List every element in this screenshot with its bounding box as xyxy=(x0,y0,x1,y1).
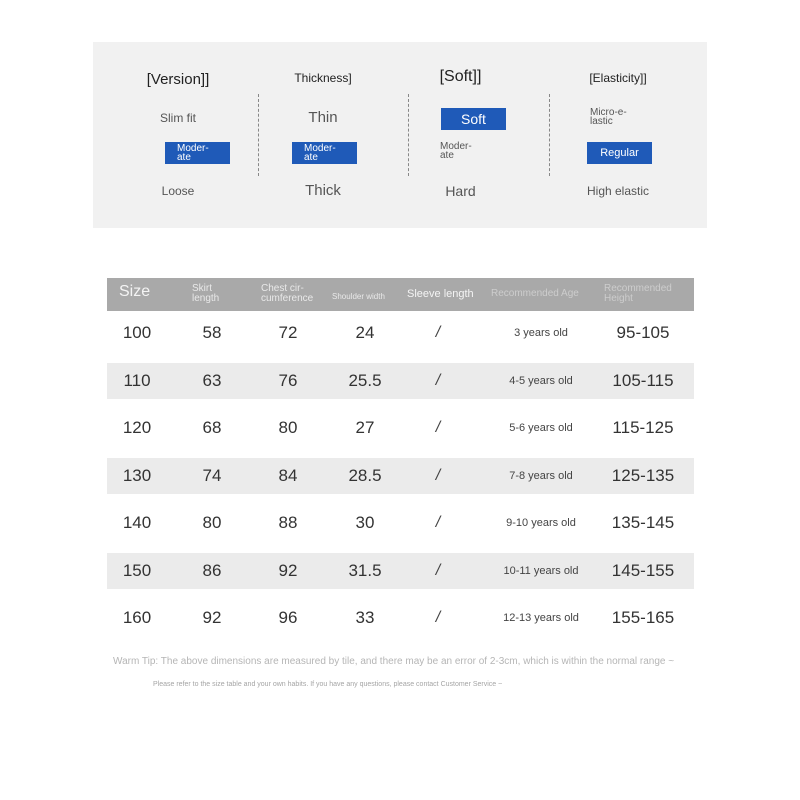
table-row xyxy=(107,458,694,494)
table-cell: 110 xyxy=(123,370,151,390)
table-row xyxy=(107,553,694,589)
table-header-line: Size xyxy=(119,283,151,300)
attribute-option[interactable] xyxy=(263,110,383,126)
table-row xyxy=(107,410,694,446)
table-row xyxy=(107,315,694,351)
table-cell: 92 xyxy=(278,560,298,580)
attribute-option-line: Slim fit xyxy=(160,111,196,125)
table-cell: 33 xyxy=(355,608,375,627)
table-cell: / xyxy=(435,324,441,341)
table-cell: / xyxy=(435,466,441,484)
attribute-option-selected[interactable] xyxy=(292,142,357,164)
table-cell: 5-6 years old xyxy=(509,422,573,434)
table-cell: 84 xyxy=(278,465,298,485)
attribute-option-selected[interactable] xyxy=(441,108,506,130)
attribute-header: Thickness] xyxy=(294,71,352,85)
attribute-option-line: ate xyxy=(177,152,191,163)
table-cell: 100 xyxy=(122,323,152,342)
table-cell: 74 xyxy=(202,465,222,485)
table-header-line: Skirt xyxy=(192,283,212,294)
table-cell: 125-135 xyxy=(611,465,675,485)
table-cell: 10-11 years old xyxy=(503,564,579,577)
table-cell: 160 xyxy=(122,608,152,627)
table-header-line: Shoulder width xyxy=(332,292,385,301)
attribute-column xyxy=(403,42,518,228)
attribute-option-line: Thin xyxy=(308,109,338,126)
table-cell: 76 xyxy=(278,370,298,390)
table-cell: 86 xyxy=(202,560,222,580)
table-cell: 155-165 xyxy=(611,608,675,627)
table-header-cell xyxy=(261,284,313,304)
table-cell: 92 xyxy=(202,608,222,627)
table-cell: / xyxy=(435,371,441,389)
table-cell: 140 xyxy=(122,513,152,532)
table-cell: 80 xyxy=(202,513,222,532)
attribute-option-line: Soft xyxy=(461,111,486,127)
attribute-option-line: Regular xyxy=(600,147,639,159)
table-cell: 135-145 xyxy=(611,513,675,532)
attribute-option[interactable] xyxy=(403,183,518,199)
table-cell: 28.5 xyxy=(348,465,382,485)
table-header-line: length xyxy=(192,293,220,304)
contact-note: Please refer to the size table and your own habits. If you have any questions, please contact Customer Service ~ xyxy=(153,681,503,688)
attribute-option[interactable] xyxy=(440,142,472,160)
table-cell: 115-125 xyxy=(612,418,674,437)
table-cell: / xyxy=(435,609,441,626)
warm-tip: Warm Tip: The above dimensions are measured by tile, and there may be an error of 2-3cm, which is within the normal range ~ xyxy=(113,656,675,667)
attribute-option-line: Moder- xyxy=(440,141,472,152)
table-cell: 3 years old xyxy=(514,327,568,339)
table-header-line: Height xyxy=(604,293,633,304)
table-cell: 27 xyxy=(355,418,375,437)
attribute-divider xyxy=(258,94,259,176)
attribute-column xyxy=(548,42,688,228)
table-header xyxy=(107,278,694,311)
table-cell: 88 xyxy=(278,513,298,532)
table-header-cell xyxy=(192,284,219,304)
table-header-line: Chest cir- xyxy=(261,283,304,294)
table-header-cell xyxy=(332,292,385,302)
table-cell: 58 xyxy=(202,323,222,342)
table-row xyxy=(107,600,694,636)
table-row xyxy=(107,505,694,541)
attribute-option-selected[interactable] xyxy=(165,142,230,164)
table-header-line: cumference xyxy=(261,293,314,304)
table-cell: 30 xyxy=(355,513,375,532)
attribute-option[interactable] xyxy=(113,110,243,126)
attribute-option-line: ate xyxy=(304,152,318,163)
table-header-cell xyxy=(407,289,474,299)
attribute-option-line: High elastic xyxy=(586,184,650,198)
attribute-option[interactable] xyxy=(113,183,243,199)
attribute-option[interactable] xyxy=(590,108,627,126)
table-header-cell xyxy=(119,283,151,300)
table-cell: / xyxy=(435,419,441,436)
attribute-option-line: Thick xyxy=(305,182,341,199)
table-cell: 9-10 years old xyxy=(506,517,576,529)
attribute-option[interactable] xyxy=(548,183,688,199)
attribute-header: [Soft]] xyxy=(439,68,482,85)
table-header-line: Recommended xyxy=(604,283,672,294)
table-cell: 95-105 xyxy=(616,323,670,342)
table-cell: 31.5 xyxy=(348,560,382,580)
table-cell: 145-155 xyxy=(611,560,675,580)
table-cell: 24 xyxy=(355,323,375,342)
table-cell: 96 xyxy=(278,608,298,627)
attribute-header: [Elasticity]] xyxy=(589,71,647,85)
table-cell: 4-5 years old xyxy=(509,374,573,387)
attribute-option-line: Loose xyxy=(161,184,195,198)
table-cell: 105-115 xyxy=(612,370,674,390)
table-cell: 63 xyxy=(202,370,222,390)
table-cell: / xyxy=(435,514,441,531)
table-cell: 130 xyxy=(122,465,152,485)
table-cell: 25.5 xyxy=(348,370,382,390)
attribute-option-line: Moder- xyxy=(304,143,336,154)
table-cell: 7-8 years old xyxy=(509,469,573,482)
attribute-option-line: Moder- xyxy=(177,143,209,154)
attribute-option-selected[interactable] xyxy=(587,142,652,164)
attribute-column xyxy=(263,42,383,228)
table-cell: 72 xyxy=(278,323,298,342)
table-cell: 150 xyxy=(122,560,152,580)
table-cell: 80 xyxy=(278,418,298,437)
table-cell: 68 xyxy=(202,418,222,437)
attribute-option[interactable] xyxy=(263,183,383,199)
attribute-option-line: Hard xyxy=(445,183,476,199)
table-cell: 120 xyxy=(122,418,152,437)
attribute-column xyxy=(113,42,243,228)
table-cell: 12-13 years old xyxy=(503,612,579,624)
table-header-cell xyxy=(491,289,579,299)
table-header-cell xyxy=(604,284,672,304)
attribute-option-line: lastic xyxy=(590,116,613,127)
attribute-option-line: Micro-e- xyxy=(590,107,627,118)
attribute-option-line: ate xyxy=(440,150,454,161)
attribute-header: [Version]] xyxy=(146,71,210,88)
table-row xyxy=(107,363,694,399)
table-header-line: Recommended Age xyxy=(491,288,579,299)
table-header-line: Sleeve length xyxy=(407,288,474,300)
table-cell: / xyxy=(435,561,441,579)
attribute-panel xyxy=(93,42,707,228)
